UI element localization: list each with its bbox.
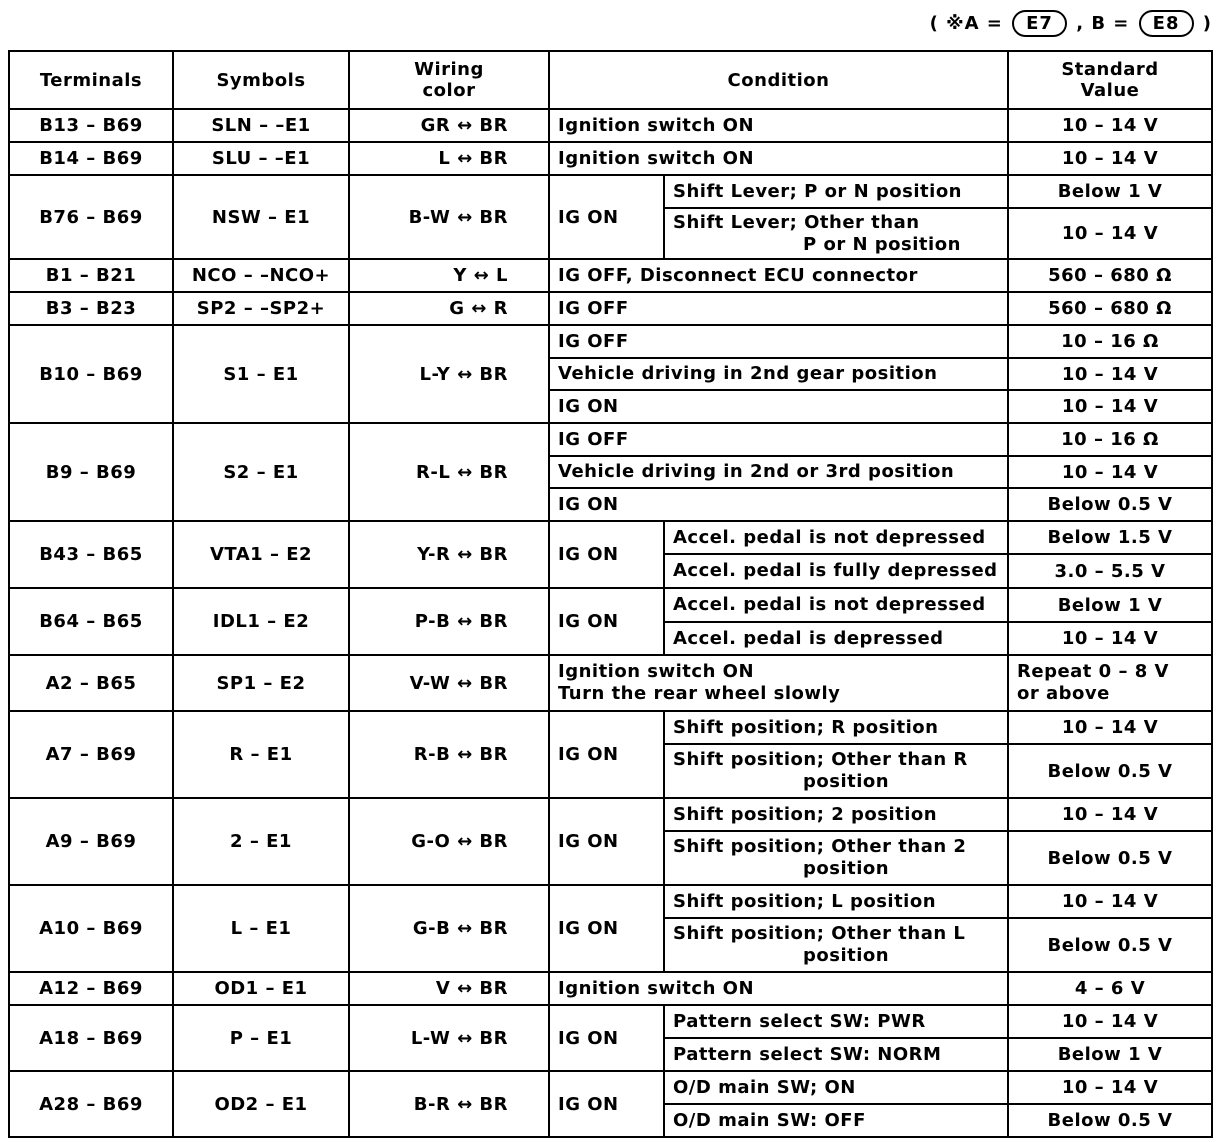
- condition-cell: IG OFF: [549, 292, 1008, 325]
- condition-cell: Accel. pedal is fully depressed: [664, 554, 1008, 588]
- standard-value-cell: Below 1 V: [1008, 175, 1212, 208]
- symbols-cell: NCO – –NCO+: [173, 259, 349, 292]
- standard-value-cell: Repeat 0 – 8 V or above: [1008, 655, 1212, 711]
- terminals-cell: B9 – B69: [9, 423, 173, 521]
- header-wiring-color: Wiring color: [349, 51, 549, 109]
- header-standard-value: Standard Value: [1008, 51, 1212, 109]
- standard-value-cell: 4 – 6 V: [1008, 972, 1212, 1005]
- condition-line: P or N position: [803, 233, 961, 255]
- table-row: [9, 711, 1212, 744]
- symbols-cell: SP1 – E2: [173, 655, 349, 711]
- condition-cell: [664, 918, 1008, 972]
- standard-value-cell: 10 – 16 Ω: [1008, 325, 1212, 358]
- table-row: [9, 655, 1212, 711]
- standard-value-cell: Below 0.5 V: [1008, 744, 1212, 798]
- wiring-color-cell: R-B ↔ BR: [349, 711, 549, 798]
- connector-b-badge: E8: [1139, 10, 1194, 37]
- table-row: [9, 175, 1212, 208]
- wiring-color-cell: B-R ↔ BR: [349, 1071, 549, 1137]
- standard-value-cell: 10 – 14 V: [1008, 456, 1212, 488]
- condition-cell: O/D main SW: OFF: [664, 1104, 1008, 1137]
- table-row: [9, 1071, 1212, 1104]
- condition-line: Shift position; Other than L: [673, 923, 966, 944]
- standard-value-cell: 10 – 14 V: [1008, 390, 1212, 423]
- symbols-cell: L – E1: [173, 885, 349, 972]
- terminals-cell: A12 – B69: [9, 972, 173, 1005]
- legend-suffix: ): [1195, 12, 1212, 34]
- condition-line: Shift position; Other than R: [673, 749, 968, 770]
- condition-cell: O/D main SW; ON: [664, 1071, 1008, 1104]
- symbols-cell: OD1 – E1: [173, 972, 349, 1005]
- condition-main-cell: IG ON: [549, 521, 664, 588]
- standard-value-cell: 10 – 14 V: [1008, 885, 1212, 918]
- terminals-cell: B3 – B23: [9, 292, 173, 325]
- condition-cell: [664, 744, 1008, 798]
- terminals-cell: A9 – B69: [9, 798, 173, 885]
- wiring-color-cell: V ↔ BR: [349, 972, 549, 1005]
- table-row: [9, 259, 1212, 292]
- header-terminals: Terminals: [9, 51, 173, 109]
- table-row: [9, 423, 1212, 456]
- standard-value-cell: Below 1 V: [1008, 588, 1212, 622]
- table-row: [9, 521, 1212, 554]
- condition-line: position: [803, 858, 890, 879]
- condition-cell: Pattern select SW: NORM: [664, 1038, 1008, 1071]
- table-row: [9, 798, 1212, 831]
- condition-main-cell: IG ON: [549, 711, 664, 798]
- terminals-cell: A2 – B65: [9, 655, 173, 711]
- condition-line: position: [803, 771, 890, 792]
- table-row: [9, 885, 1212, 918]
- symbols-cell: 2 – E1: [173, 798, 349, 885]
- condition-cell: Pattern select SW: PWR: [664, 1005, 1008, 1038]
- terminals-cell: A10 – B69: [9, 885, 173, 972]
- symbols-cell: S2 – E1: [173, 423, 349, 521]
- wiring-color-cell: GR ↔ BR: [349, 109, 549, 142]
- terminals-cell: A7 – B69: [9, 711, 173, 798]
- standard-value-cell: Below 0.5 V: [1008, 831, 1212, 885]
- standard-value-cell: 10 – 14 V: [1008, 142, 1212, 175]
- standard-value-cell: Below 0.5 V: [1008, 488, 1212, 521]
- condition-cell: Ignition switch ON: [549, 142, 1008, 175]
- condition-cell: [664, 208, 1008, 259]
- terminals-cell: B1 – B21: [9, 259, 173, 292]
- condition-main-cell: IG ON: [549, 588, 664, 655]
- table-row: [9, 1005, 1212, 1038]
- symbols-cell: S1 – E1: [173, 325, 349, 423]
- wiring-color-cell: G-B ↔ BR: [349, 885, 549, 972]
- standard-value-cell: 10 – 14 V: [1008, 208, 1212, 259]
- terminals-cell: A18 – B69: [9, 1005, 173, 1071]
- standard-value-cell: 10 – 14 V: [1008, 798, 1212, 831]
- table-row: [9, 142, 1212, 175]
- table-row: [9, 588, 1212, 622]
- condition-cell: Vehicle driving in 2nd gear position: [549, 358, 1008, 390]
- symbols-cell: NSW – E1: [173, 175, 349, 259]
- connector-a-badge: E7: [1012, 10, 1067, 37]
- condition-cell: Vehicle driving in 2nd or 3rd position: [549, 456, 1008, 488]
- condition-cell: Accel. pedal is not depressed: [664, 521, 1008, 554]
- legend-middle: , B =: [1068, 12, 1137, 34]
- terminals-cell: B64 – B65: [9, 588, 173, 655]
- symbols-cell: R – E1: [173, 711, 349, 798]
- table-row: [9, 972, 1212, 1005]
- standard-value-cell: 10 – 14 V: [1008, 1005, 1212, 1038]
- terminals-cell: A28 – B69: [9, 1071, 173, 1137]
- terminals-cell: B43 – B65: [9, 521, 173, 588]
- condition-main-cell: IG ON: [549, 175, 664, 259]
- terminals-cell: B10 – B69: [9, 325, 173, 423]
- wiring-color-cell: V-W ↔ BR: [349, 655, 549, 711]
- condition-cell: IG ON: [549, 390, 1008, 423]
- wiring-color-cell: Y ↔ L: [349, 259, 549, 292]
- condition-cell: Shift position; L position: [664, 885, 1008, 918]
- terminal-code-legend: [930, 6, 1212, 40]
- standard-value-cell: 10 – 14 V: [1008, 711, 1212, 744]
- condition-cell: Accel. pedal is depressed: [664, 622, 1008, 655]
- wiring-color-cell: R-L ↔ BR: [349, 423, 549, 521]
- standard-value-cell: Below 0.5 V: [1008, 1104, 1212, 1137]
- terminals-cell: B76 – B69: [9, 175, 173, 259]
- condition-main-cell: IG ON: [549, 798, 664, 885]
- condition-cell: [664, 831, 1008, 885]
- standard-value-cell: 10 – 14 V: [1008, 1071, 1212, 1104]
- condition-main-cell: IG ON: [549, 885, 664, 972]
- wiring-color-cell: L-Y ↔ BR: [349, 325, 549, 423]
- condition-cell: IG OFF: [549, 423, 1008, 456]
- condition-cell: IG OFF: [549, 325, 1008, 358]
- wiring-color-cell: B-W ↔ BR: [349, 175, 549, 259]
- condition-line: Shift Lever; Other than: [673, 211, 920, 233]
- condition-cell: Ignition switch ON: [549, 109, 1008, 142]
- standard-value-cell: 10 – 16 Ω: [1008, 423, 1212, 456]
- table-row: [9, 325, 1212, 358]
- symbols-cell: OD2 – E1: [173, 1071, 349, 1137]
- wiring-color-cell: L ↔ BR: [349, 142, 549, 175]
- standard-value-cell: 10 – 14 V: [1008, 109, 1212, 142]
- table-row: [9, 109, 1212, 142]
- wiring-color-cell: L-W ↔ BR: [349, 1005, 549, 1071]
- condition-main-cell: IG ON: [549, 1005, 664, 1071]
- standard-value-cell: 560 – 680 Ω: [1008, 292, 1212, 325]
- symbols-cell: SLU – –E1: [173, 142, 349, 175]
- condition-main-cell: IG ON: [549, 1071, 664, 1137]
- symbols-cell: P – E1: [173, 1005, 349, 1071]
- condition-line: Shift position; Other than 2: [673, 836, 967, 857]
- condition-cell: Accel. pedal is not depressed: [664, 588, 1008, 622]
- wiring-color-cell: P-B ↔ BR: [349, 588, 549, 655]
- table-body: [9, 109, 1212, 1137]
- symbols-cell: SLN – –E1: [173, 109, 349, 142]
- standard-value-cell: Below 0.5 V: [1008, 918, 1212, 972]
- header-condition: Condition: [549, 51, 1008, 109]
- standard-value-cell: 10 – 14 V: [1008, 358, 1212, 390]
- table-row: [9, 292, 1212, 325]
- condition-line: position: [803, 945, 890, 966]
- wiring-color-cell: G-O ↔ BR: [349, 798, 549, 885]
- wiring-color-cell: G ↔ R: [349, 292, 549, 325]
- legend-prefix: ( ※A =: [929, 12, 1011, 34]
- condition-cell: IG ON: [549, 488, 1008, 521]
- standard-value-cell: Below 1 V: [1008, 1038, 1212, 1071]
- condition-cell: Shift Lever; P or N position: [664, 175, 1008, 208]
- symbols-cell: SP2 – –SP2+: [173, 292, 349, 325]
- standard-value-cell: 3.0 – 5.5 V: [1008, 554, 1212, 588]
- header-symbols: Symbols: [173, 51, 349, 109]
- condition-cell: Shift position; 2 position: [664, 798, 1008, 831]
- terminals-cell: B13 – B69: [9, 109, 173, 142]
- condition-cell: Ignition switch ON Turn the rear wheel slowly: [549, 655, 1008, 711]
- condition-cell: Ignition switch ON: [549, 972, 1008, 1005]
- condition-cell: Shift position; R position: [664, 711, 1008, 744]
- wiring-color-cell: Y-R ↔ BR: [349, 521, 549, 588]
- terminals-cell: B14 – B69: [9, 142, 173, 175]
- standard-value-cell: 560 – 680 Ω: [1008, 259, 1212, 292]
- ecu-terminal-spec-table: [8, 50, 1213, 1138]
- header-row: [9, 51, 1212, 109]
- standard-value-cell: 10 – 14 V: [1008, 622, 1212, 655]
- condition-cell: IG OFF, Disconnect ECU connector: [549, 259, 1008, 292]
- standard-value-cell: Below 1.5 V: [1008, 521, 1212, 554]
- symbols-cell: VTA1 – E2: [173, 521, 349, 588]
- symbols-cell: IDL1 – E2: [173, 588, 349, 655]
